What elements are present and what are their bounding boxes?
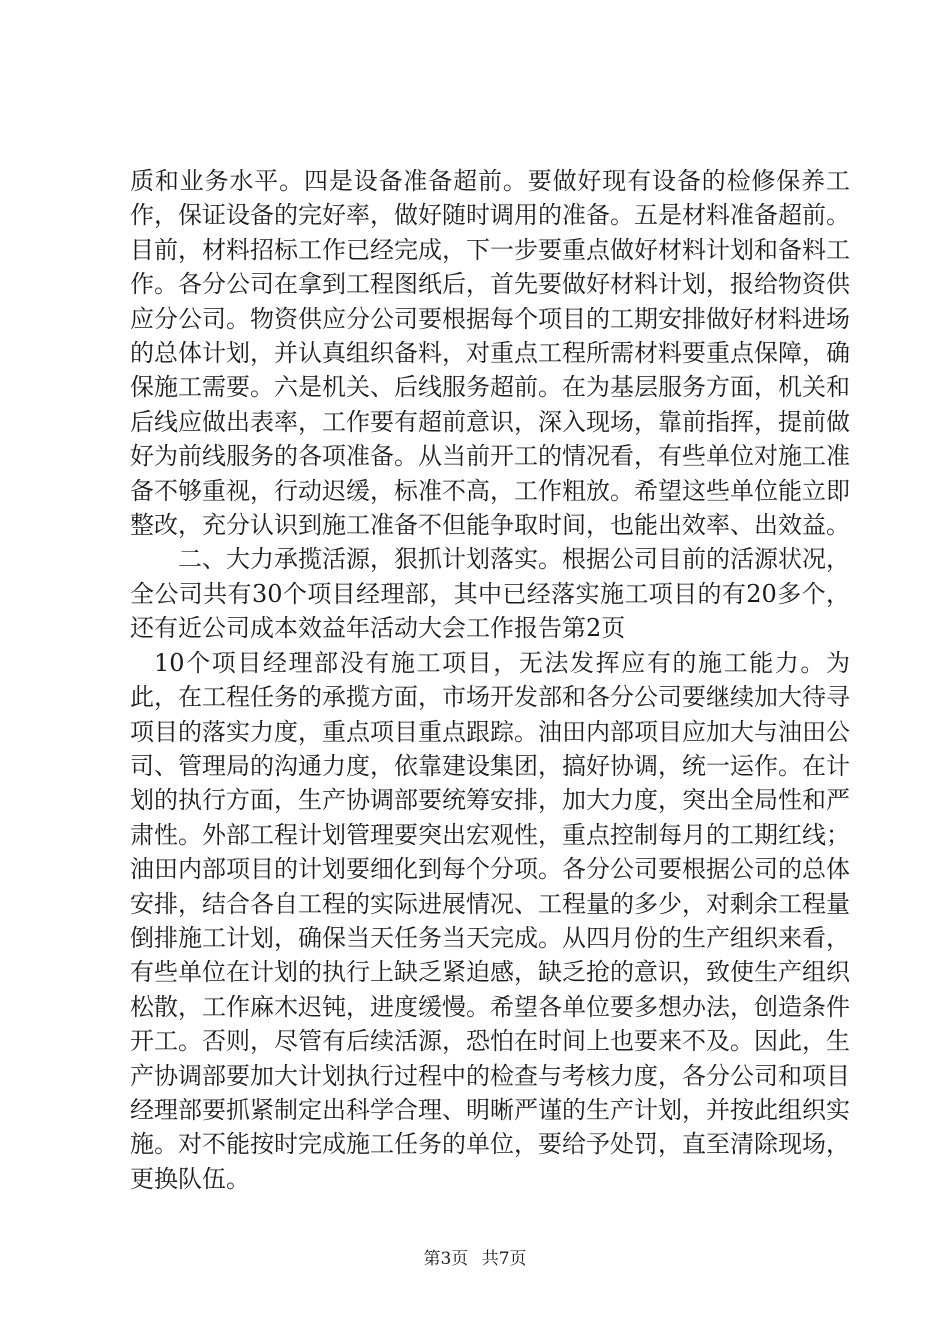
document-body [130, 164, 850, 1196]
paragraph-project-sources: 二、大力承揽活源，狠抓计划落实。根据公司目前的活源状况，全公司共有30个项目经理部，其中已经落实施工项目的有20多个，还有近公司成本效益年活动大会工作报告第2页 [130, 545, 850, 643]
paragraph-equipment-preparation: 质和业务水平。四是设备准备超前。要做好现有设备的检修保养工作，保证设备的完好率，做好随时调用的准备。五是材料准备超前。目前，材料招标工作已经完成，下一步要重点做好材料计划和备料工作。各分公司在拿到工程图纸后，首先要做好材料计划，报给物资供应分公司。物资供应分公司要根据每个项目的工期安排做好材料进场的总体计划，并认真组织备料，对重点工程所需材料要重点保障，确保施工需要。六是机关、后线服务超前。在为基层服务方面，机关和后线应做出表率，工作要有超前意识，深入现场，靠前指挥，提前做好为前线服务的各项准备。从当前开工的情况看，有些单位对施工准备不够重视，行动迟缓，标准不高，工作粗放。希望这些单位能立即整改，充分认识到施工准备不但能争取时间，也能出效率、出效益。 [130, 167, 850, 540]
page-footer [0, 1244, 950, 1269]
paragraph-plan-execution: 10个项目经理部没有施工项目，无法发挥应有的施工能力。为此，在工程任务的承揽方面，市场开发部和各分公司要继续加大待寻项目的落实力度，重点项目重点跟踪。油田内部项目应加大与油田公司、管理局的沟通力度，依靠建设集团，搞好协调，统一运作。在计划的执行方面，生产协调部要统筹安排，加大力度，突出全局性和严肃性。外部工程计划管理要突出宏观性，重点控制每月的工期红线；油田内部项目的计划要细化到每个分项。各分公司要根据公司的总体安排，结合各自工程的实际进展情况、工程量的多少，对剩余工程量倒排施工计划，确保当天任务当天完成。从四月份的生产组织来看，有些单位在计划的执行上缺乏紧迫感，缺乏抢的意识，致使生产组织松散，工作麻木迟钝，进度缓慢。希望各单位要多想办法，创造条件开工。否则，尽管有后续活源，恐怕在时间上也要来不及。因此，生产协调部要加大计划执行过程中的检查与考核力度，各分公司和项目经理部要抓紧制定出科学合理、明晰严谨的生产计划，并按此组织实施。对不能按时完成施工任务的单位，要给予处罚，直至清除现场，更换队伍。 [130, 648, 850, 1193]
page-number: 第3页 [423, 1249, 469, 1269]
page-total: 共7页 [481, 1249, 527, 1269]
